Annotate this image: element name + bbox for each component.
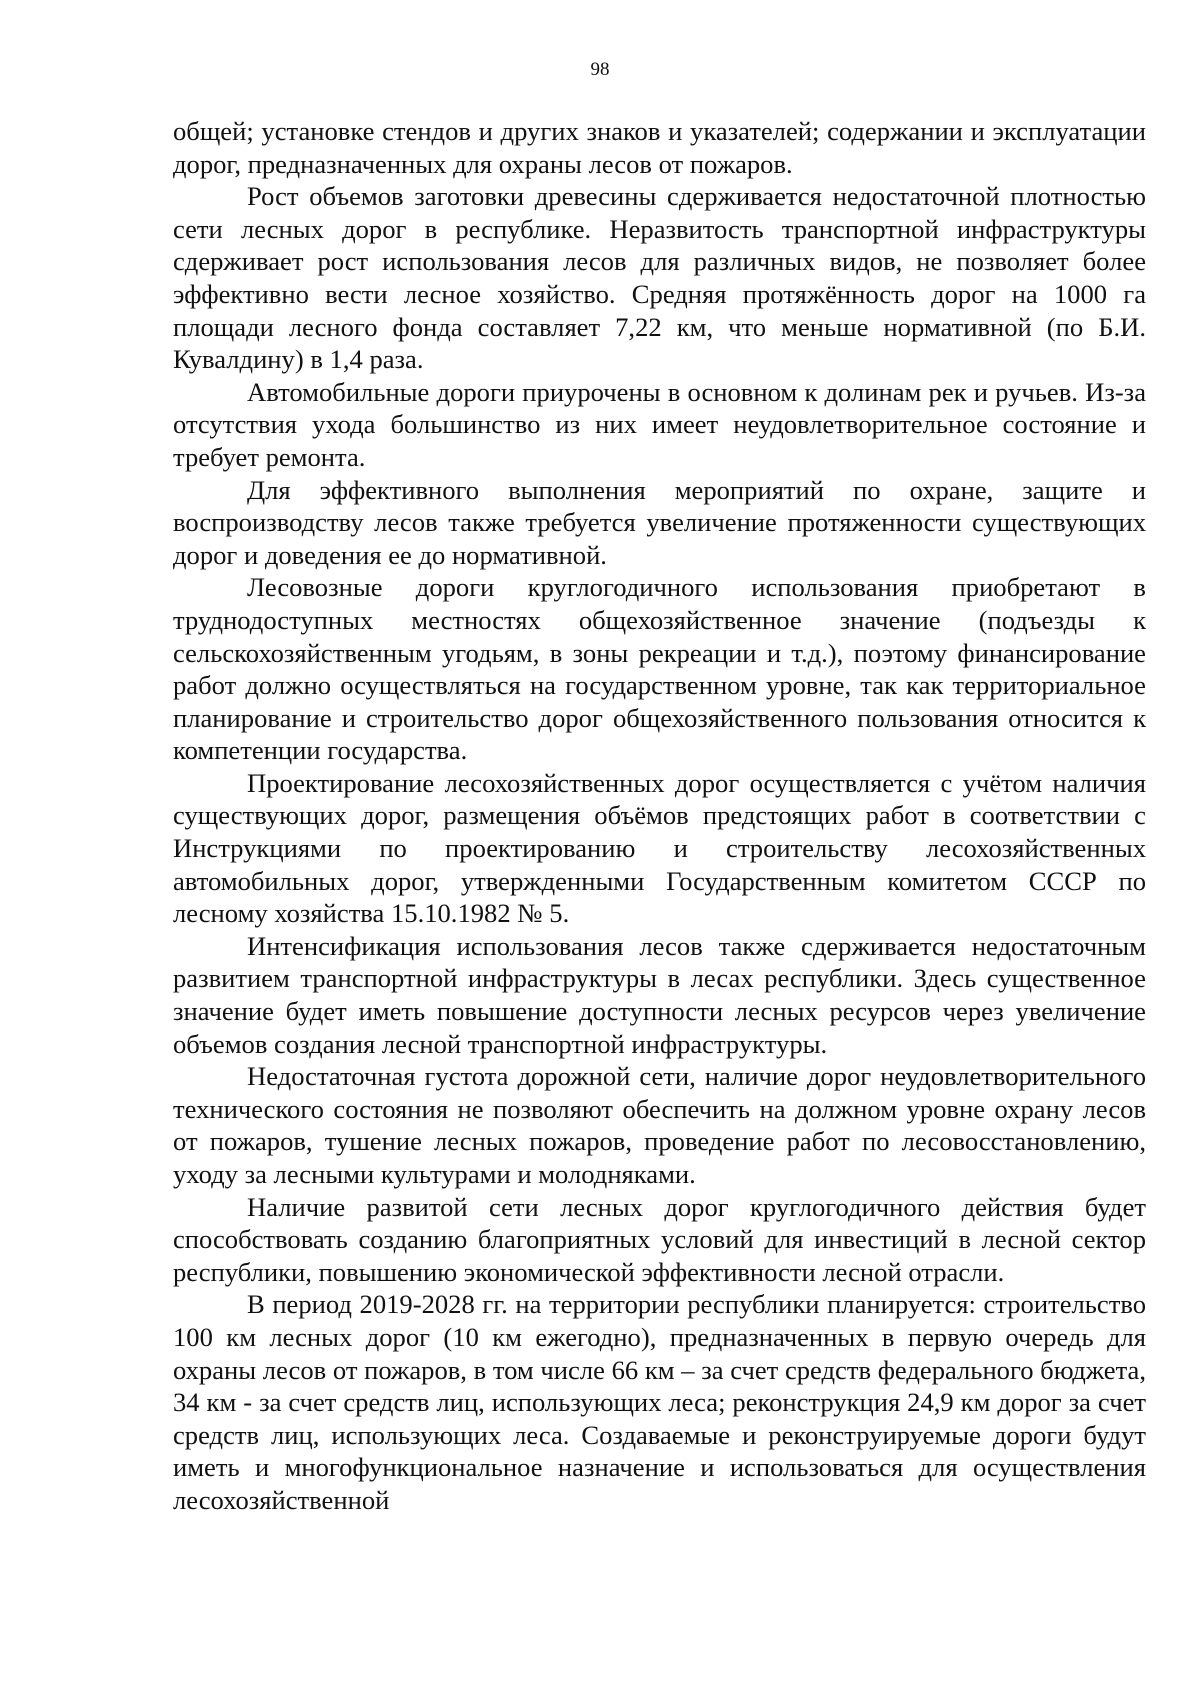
- paragraph-road-network-density: Рост объемов заготовки древесины сдерживается недостаточной плотностью сети лесных дорог в республике. Неразвитость транспортной инфраструктуры сдерживает рост использования лесов для различных видов, не позволяет более эффективно вести лесное хозяйство. Средняя протяжённость дорог на 1000 га площади лесного фонда составляет 7,22 км, что меньше нормативной (по Б.И. Кувалдину) в 1,4 раза.: [173, 181, 1146, 375]
- paragraph-transport-infrastructure: Интенсификация использования лесов также сдерживается недостаточным развитием транспортной инфраструктуры в лесах республики. Здесь существенное значение будет иметь повышение доступности лесных ресурсов через увеличение объемов создания лесной транспортной инфраструктуры.: [173, 930, 1146, 1059]
- paragraph-investment-conditions: Наличие развитой сети лесных дорог круглогодичного действия будет способствовать созданию благоприятных условий для инвестиций в лесной сектор республики, повышению экономической эффективности лесной отрасли.: [173, 1191, 1146, 1287]
- paragraph-road-location-condition: Автомобильные дороги приурочены в основном к долинам рек и ручьев. Из-за отсутствия ухода большинство из них имеет неудовлетворительное состояние и требует ремонта.: [173, 376, 1146, 472]
- paragraph-year-round-roads-funding: Лесовозные дороги круглогодичного использования приобретают в труднодоступных местностях общехозяйственное значение (подъезды к сельскохозяйственным угодьям, в зоны рекреации и т.д.), поэтому финансирование работ должно осуществляться на государственном уровне, так как территориальное планирование и строительство дорог общехозяйственного пользования относится к компетенции государства.: [173, 572, 1146, 766]
- paragraph-road-construction-plan: В период 2019-2028 гг. на территории республики планируется: строительство 100 км лесных дорог (10 км ежегодно), предназначенных в первую очередь для охраны лесов от пожаров, в том числе 66 км – за счет средств федерального бюджета, 34 км - за счет средств лиц, использующих леса; реконструкция 24,9 км дорог за счет средств лиц, использующих леса. Создаваемые и реконструируемые дороги будут иметь и многофункциональное назначение и использоваться для осуществления лесохозяйственной: [173, 1289, 1146, 1515]
- paragraph-road-extension-need: Для эффективного выполнения мероприятий по охране, защите и воспроизводству лесов также требуется увеличение протяженности существующих дорог и доведения ее до нормативной.: [173, 474, 1146, 570]
- document-body: [173, 115, 1146, 1517]
- paragraph-road-maintenance-continuation: общей; установке стендов и других знаков и указателей; содержании и эксплуатации дорог, предназначенных для охраны лесов от пожаров.: [173, 116, 1146, 179]
- paragraph-road-design-standards: Проектирование лесохозяйственных дорог осуществляется с учётом наличия существующих дорог, размещения объёмов предстоящих работ в соответствии с Инструкциями по проектированию и строительству лесохозяйственных автомобильных дорог, утвержденными Государственным комитетом СССР по лесному хозяйства 15.10.1982 № 5.: [173, 767, 1146, 929]
- page-number: 98: [590, 59, 610, 80]
- paragraph-insufficient-road-density: Недостаточная густота дорожной сети, наличие дорог неудовлетворительного технического состояния не позволяют обеспечить на должном уровне охрану лесов от пожаров, тушение лесных пожаров, проведение работ по лесовосстановлению, уходу за лесными культурами и молодняками.: [173, 1061, 1146, 1189]
